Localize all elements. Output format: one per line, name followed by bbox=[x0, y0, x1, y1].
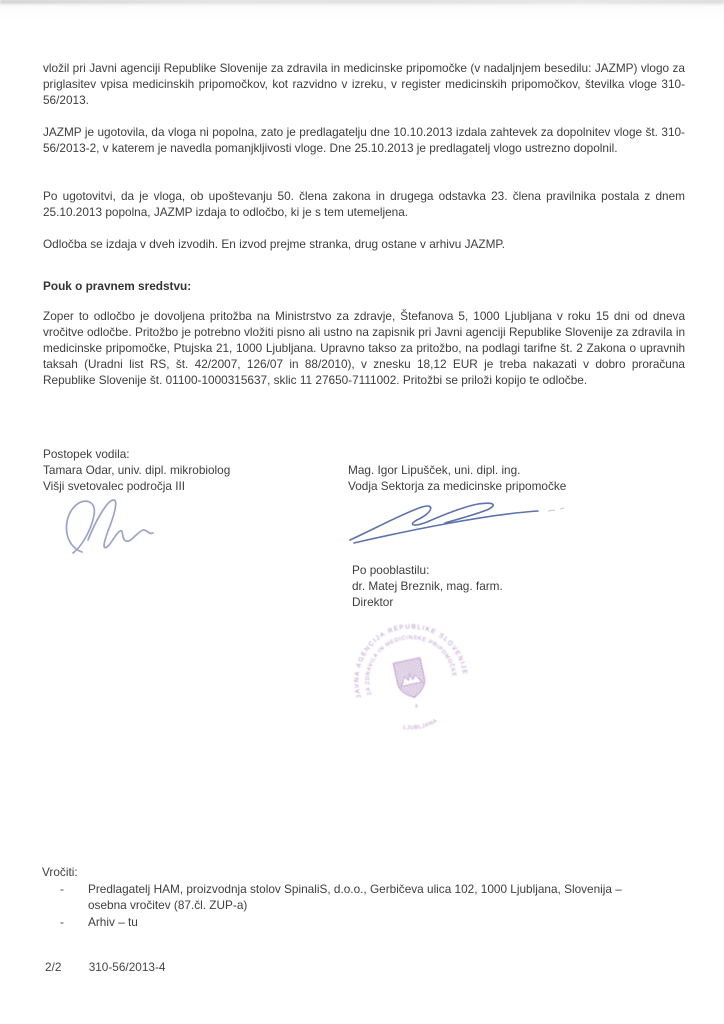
page-footer bbox=[45, 959, 165, 975]
stamp-number: 4 bbox=[414, 703, 419, 710]
authorization-name: dr. Matej Breznik, mag. farm. bbox=[352, 579, 503, 593]
authorization-intro: Po pooblastilu: bbox=[352, 563, 430, 577]
authorization-title: Direktor bbox=[352, 595, 394, 609]
stamp-inner-text: ZA ZDRAVILA IN MEDICINSKE PRIPOMOČKE bbox=[364, 635, 457, 696]
document-number: 310-56/2013-4 bbox=[88, 960, 166, 974]
stamp-outer-text: JAVNA AGENCIJA REPUBLIKE SLOVENIJE bbox=[353, 623, 469, 699]
paragraph-incomplete-application: JAZMP je ugotovila, da vloga ni popolna, zato je predlagatelju dne 10.10.2013 izdala zahtevek za dopolnitev vloge št. 310-56/2013-2, v katerem je navedla pomanjkljivosti vloge. Dne 25.10.2013 je predlagatelj vlogo ustrezno dopolnil. bbox=[43, 125, 685, 155]
stamp-coat-of-arms bbox=[393, 658, 428, 701]
delivery-list bbox=[60, 881, 660, 931]
legal-remedy-text: Zoper to odločbo je dovoljena pritožba na Ministrstvo za zdravje, Štefanova 5, 1000 Ljubljana v roku 15 dni od dneva vročitve odločbe. Pritožbo je potrebno vložiti pisno ali ustno na zapisnik pri Javni agenciji Republike Slovenije za zdravila in medicinske pripomočke, Ptujska 21, 1000 Ljubljana. Upravno takso za pritožbo, na podlagi tarifne št. 2 Zakona o upravnih taksah (Uradni list RS, št. 42/2007, 126/07 in 88/2010), v znesku 18,12 EUR je treba nakazati v dobro proračuna Republike Slovenije št. 01100-1000315637, sklic 11 27650-7111002. Pritožbi se priloži kopijo te odločbe. bbox=[43, 309, 685, 387]
delivery-item bbox=[60, 914, 660, 930]
signatory-left-name: Tamara Odar, univ. dipl. mikrobiolog bbox=[43, 463, 231, 477]
list-dash-marker: - bbox=[60, 915, 64, 929]
signatory-left-intro: Postopek vodila: bbox=[43, 447, 130, 461]
signature-left bbox=[52, 490, 202, 568]
paragraph-completion-finding: Po ugotovitvi, da je vloga, ob upoštevanju 50. člena zakona in drugega odstavka 23. člena pravilnika postala z dnem 25.10.2013 popolna, JAZMP izdaja to odločbo, ki je s tem utemeljena. bbox=[43, 189, 685, 219]
paragraph-application-filed: vložil pri Javni agenciji Republike Slovenije za zdravila in medicinske pripomočke (v nadaljnjem besedilu: JAZMP) vlogo za priglasitev vpisa medicinskih pripomočkov, kot razvidno v izreku, v register medicinskih pripomočkov, številka vloge 310-56/2013. bbox=[43, 61, 685, 107]
delivery-heading: Vročiti: bbox=[42, 865, 78, 879]
delivery-item bbox=[60, 881, 660, 913]
paragraph-two-copies: Odločba se izdaja v dveh izvodih. En izvod prejme stranka, drug ostane v arhivu JAZMP. bbox=[43, 237, 506, 251]
signature-right bbox=[340, 492, 570, 550]
signatory-right-block bbox=[348, 462, 566, 494]
svg-text:LJUBLJANA bbox=[402, 717, 440, 734]
delivery-item-text: Predlagatelj HAM, proizvodnja stolov SpinaliS, d.o.o., Gerbičeva ulica 102, 1000 Ljubljana, Slovenija – osebna vročitev (87.čl. ZUP-a) bbox=[88, 882, 622, 912]
official-stamp bbox=[336, 606, 485, 755]
signatory-right-title: Vodja Sektorja za medicinske pripomočke bbox=[348, 479, 567, 493]
list-dash-marker: - bbox=[60, 882, 64, 896]
authorization-block bbox=[352, 562, 503, 610]
legal-remedy-heading: Pouk o pravnem sredstvu: bbox=[43, 279, 192, 293]
delivery-item-text: Arhiv – tu bbox=[88, 915, 138, 929]
signatory-left-title: Višji svetovalec področja III bbox=[43, 479, 186, 493]
signatory-left-block bbox=[43, 446, 230, 494]
stamp-bottom-text: LJUBLJANA bbox=[402, 717, 439, 732]
signatory-right-name: Mag. Igor Lipušček, uni. dipl. ing. bbox=[348, 463, 521, 477]
page-number: 2/2 bbox=[45, 960, 62, 974]
